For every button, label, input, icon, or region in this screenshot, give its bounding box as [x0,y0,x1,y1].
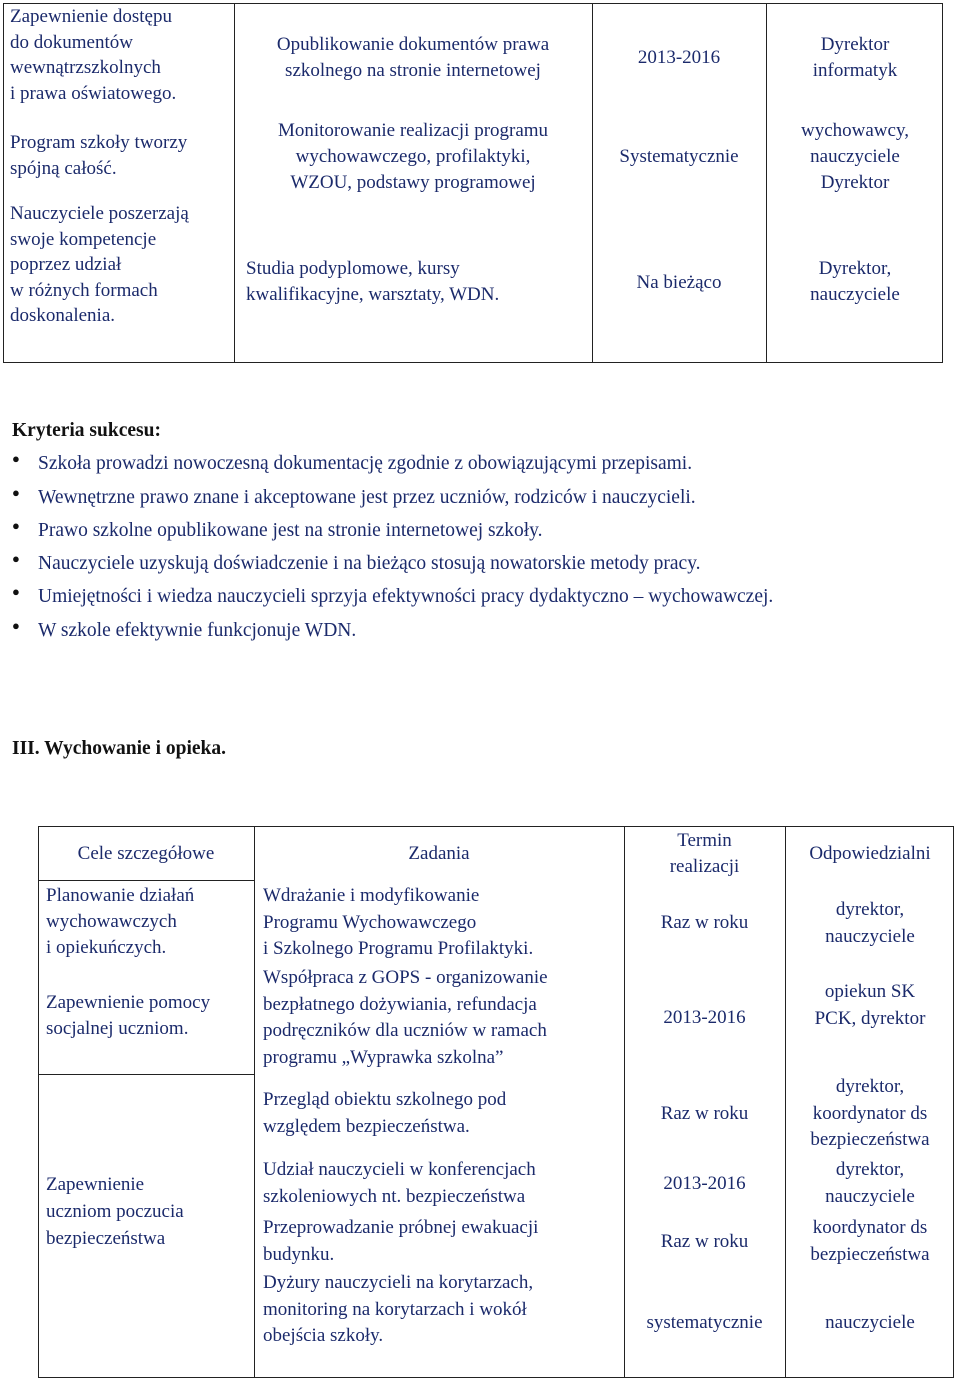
task-4: Udział nauczycieli w konferencjach szkoleniowych nt. bezpieczeństwa [263,1159,536,1207]
top-resp-3: Dyrektor, nauczyciele [810,258,900,305]
task-1: Wdrażanie i modyfikowanie Programu Wychowawczego i Szkolnego Programu Profilaktyki. [263,885,534,959]
top-goal-1: Zapewnienie dostępu do dokumentów wewnątrzszkolnych i prawa oświatowego. [10,6,177,104]
resp-2: opiekun SK PCK, dyrektor [814,981,926,1029]
header-resp: Odpowiedzialni [809,843,931,864]
criteria-list [12,450,942,644]
term-5: Raz w roku [660,1231,749,1252]
criteria-item: ● Prawo szkolne opublikowane jest na stronie internetowej szkoły. [12,517,942,544]
top-task-2: Monitorowanie realizacji programu wychowawczego, profilaktyki, WZOU, podstawy programowej [277,120,549,193]
task-6: Dyżury nauczycieli na korytarzach, monitoring na korytarzach i wokół obejścia szkoły. [263,1272,534,1346]
criteria-item: ● Szkoła prowadzi nowoczesną dokumentację zgodnie z obowiązującymi przepisami. [12,450,942,477]
criteria-item: ● Umiejętności i wiedza nauczycieli sprzyja efektywności pracy dydaktyczno – wychowawczej. [12,583,942,610]
resp-6: nauczyciele [825,1312,915,1333]
resp-4: dyrektor, nauczyciele [825,1159,915,1207]
resp-5: koordynator ds bezpieczeństwa [810,1217,930,1265]
top-resp-1: Dyrektor informatyk [812,34,898,81]
term-1: Raz w roku [660,912,749,933]
header-term: Termin realizacji [669,830,740,877]
top-term-2: Systematycznie [619,146,739,167]
top-resp-2: wychowawcy, nauczyciele Dyrektor [801,120,909,193]
goal-2: Zapewnienie pomocy socjalnej uczniom. [46,992,211,1039]
task-3: Przegląd obiektu szkolnego pod względem bezpieczeństwa. [263,1089,507,1137]
term-6: systematycznie [646,1312,763,1333]
top-task-3: Studia podyplomowe, kursy kwalifikacyjne, warsztaty, WDN. [246,258,500,305]
top-goal-3: Nauczyciele poszerzają swoje kompetencje poprzez udział w różnych formach doskonalenia. [10,203,189,326]
criteria-heading: Kryteria sukcesu: [12,420,161,441]
term-2: 2013-2016 [663,1007,746,1028]
section-title: III. Wychowanie i opieka. [12,738,226,759]
resp-1: dyrektor, nauczyciele [825,899,915,947]
top-task-1: Opublikowanie dokumentów prawa szkolnego na stronie internetowej [276,34,550,81]
header-goals: Cele szczegółowe [77,843,215,864]
top-term-1: 2013-2016 [637,47,721,68]
header-tasks: Zadania [408,843,470,864]
criteria-item: ● Nauczyciele uzyskują doświadczenie i na bieżąco stosują nowatorskie metody pracy. [12,550,942,577]
top-term-3: Na bieżąco [636,272,722,293]
success-criteria [12,417,942,650]
task-5: Przeprowadzanie próbnej ewakuacji budynku. [263,1217,539,1265]
term-3: Raz w roku [660,1103,749,1124]
term-4: 2013-2016 [663,1173,746,1194]
top-goal-2: Program szkoły tworzy spójną całość. [10,132,188,179]
resp-3: dyrektor, koordynator ds bezpieczeństwa [810,1076,930,1150]
goal-1: Planowanie działań wychowawczych i opiekuńczych. [46,885,195,958]
criteria-item: ● W szkole efektywnie funkcjonuje WDN. [12,617,942,644]
task-2: Współpraca z GOPS - organizowanie bezpłatnego dożywiania, refundacja podręczników dla uczniów w ramach programu „Wyprawka szkolna” [263,967,548,1068]
goal-3: Zapewnienie uczniom poczucia bezpieczeństwa [46,1174,184,1249]
criteria-item: ● Wewnętrzne prawo znane i akceptowane jest przez uczniów, rodziców i nauczycieli. [12,484,942,511]
